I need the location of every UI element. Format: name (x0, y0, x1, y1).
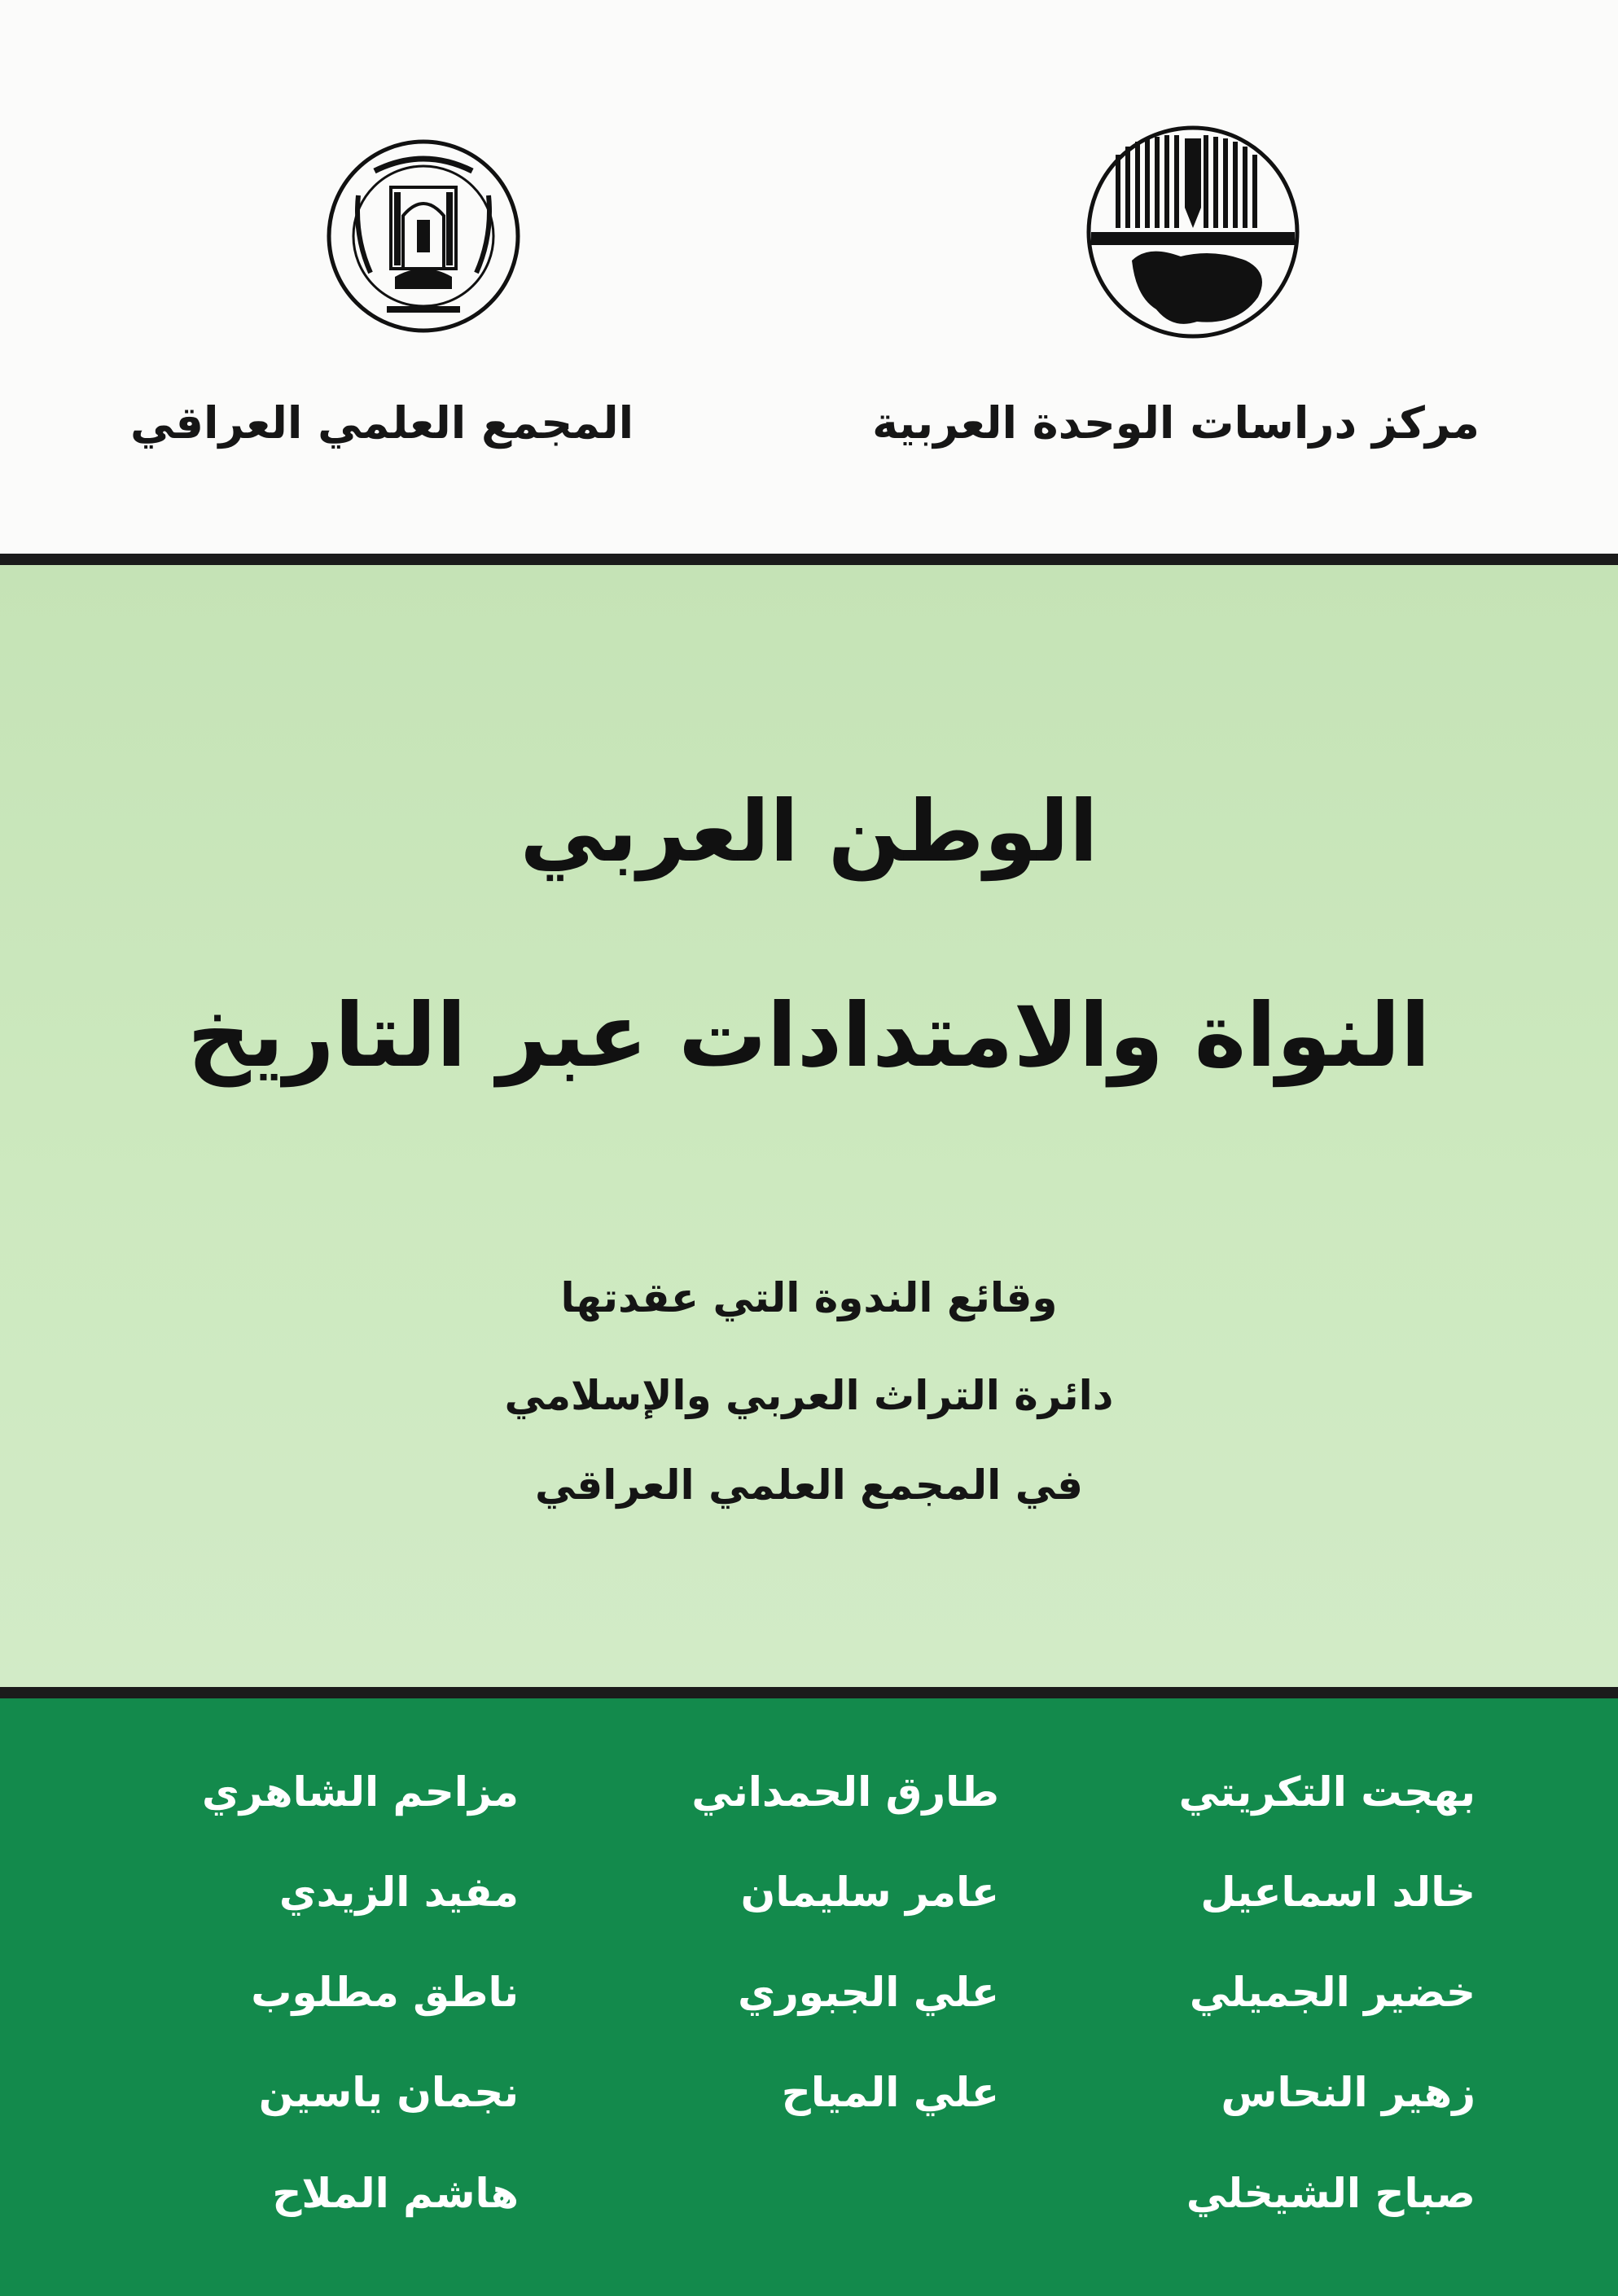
author-name: زهير النحاس (1221, 2069, 1475, 2116)
author-name: ناطق مطلوب (251, 1969, 519, 2016)
iraqi-academy-seal-logo (326, 138, 521, 334)
subtitle-line-3: في المجمع العلمي العراقي (534, 1461, 1084, 1509)
author-name: عامر سليمان (740, 1869, 999, 1916)
subtitle-line-2: دائرة التراث العربي والإسلامي (504, 1372, 1114, 1419)
author-name: هاشم الملاح (272, 2170, 519, 2217)
author-name: علي المياح (781, 2069, 999, 2116)
title-band (0, 565, 1618, 1687)
subtitle-line-1: وقائع الندوة التي عقدتها (560, 1274, 1058, 1321)
arab-unity-studies-emblem-logo (1083, 122, 1303, 342)
bottom-divider (0, 1687, 1618, 1698)
publisher-arab-unity-studies: مركز دراسات الوحدة العربية (872, 397, 1480, 449)
author-name: مزاحم الشاهري (201, 1768, 519, 1816)
top-divider (0, 554, 1618, 565)
book-title-line-2: النواة والامتدادات عبر التاريخ (187, 985, 1431, 1087)
top-band (0, 0, 1618, 554)
author-name: خضير الجميلي (1189, 1969, 1475, 2016)
author-name: خالد اسماعيل (1200, 1869, 1475, 1916)
author-name: مفيد الزيدي (278, 1869, 519, 1916)
author-name: بهجت التكريتي (1178, 1768, 1475, 1816)
publisher-iraqi-academy: المجمع العلمي العراقي (130, 397, 634, 449)
author-name: علي الجبوري (738, 1969, 999, 2016)
author-name: صباح الشيخلي (1186, 2170, 1475, 2217)
book-title-line-1: الوطن العربي (520, 782, 1098, 881)
author-name: طارق الحمداني (691, 1768, 999, 1816)
author-name: نجمان ياسين (258, 2069, 519, 2116)
